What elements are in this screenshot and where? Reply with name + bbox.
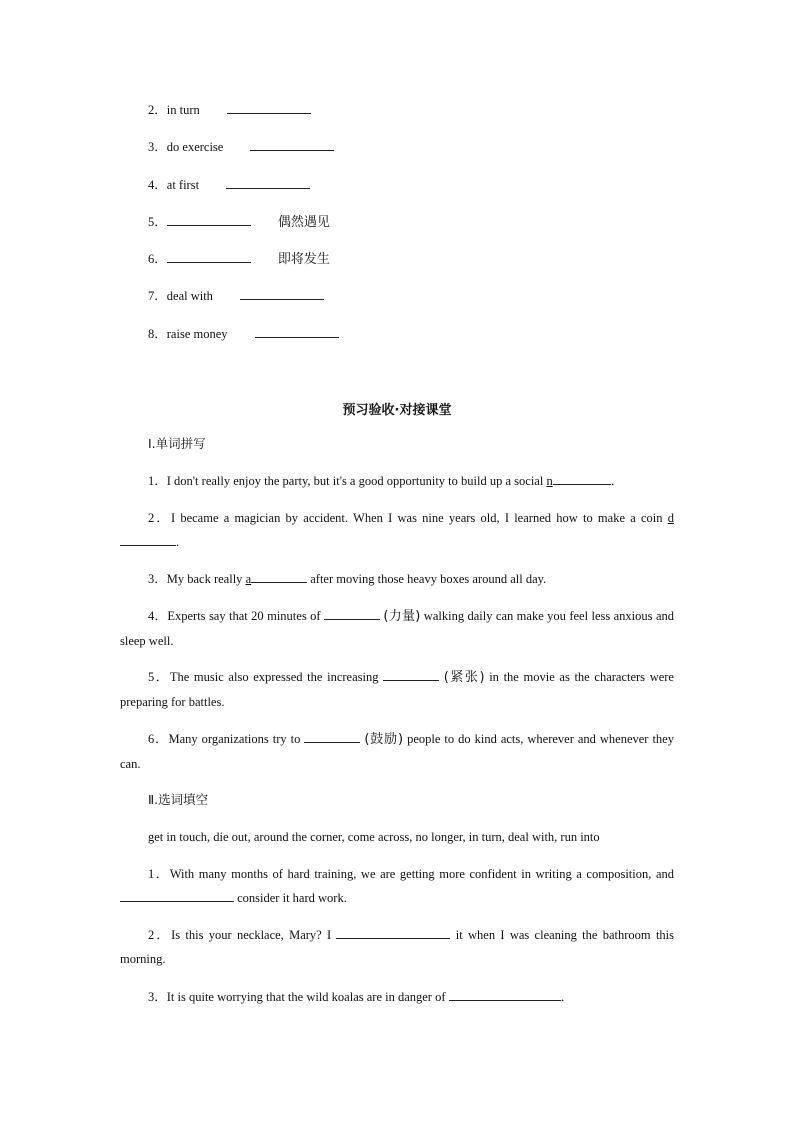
answer-blank[interactable] — [226, 176, 310, 189]
phrase-item: 3．do exercise — [148, 138, 334, 155]
answer-blank[interactable] — [255, 325, 339, 338]
answer-blank[interactable] — [336, 926, 450, 939]
question-item: 4．Experts say that 20 minutes of (力量) walking daily can make you feel less anxious and sleep well. — [120, 609, 674, 648]
answer-blank[interactable] — [324, 607, 380, 620]
phrase-item: 4．at first — [148, 176, 310, 193]
answer-blank[interactable] — [250, 138, 334, 151]
answer-blank[interactable] — [167, 213, 251, 226]
answer-blank[interactable] — [120, 533, 176, 546]
answer-blank[interactable] — [227, 101, 311, 114]
phrase-item: 5． 偶然遇见 — [148, 215, 330, 230]
section-title: 预习验收·对接课堂 — [342, 403, 452, 418]
answer-blank[interactable] — [553, 472, 611, 485]
phrase-item: 8．raise money — [148, 325, 339, 342]
part2-heading: Ⅱ.选词填空 — [148, 792, 209, 807]
question-item: 5．The music also expressed the increasing (紧张) in the movie as the characters were preparing for battles. — [120, 670, 674, 709]
answer-blank[interactable] — [120, 889, 234, 902]
question-item: 2．Is this your necklace, Mary? I it when I was cleaning the bathroom this morning. — [120, 928, 674, 966]
question-item: 6．Many organizations try to (鼓励) people to do kind acts, wherever and whenever they can. — [120, 732, 674, 771]
answer-blank[interactable] — [383, 668, 439, 681]
answer-blank[interactable] — [449, 988, 561, 1001]
part1-heading: Ⅰ.单词拼写 — [148, 436, 206, 451]
question-item: 3．It is quite worrying that the wild koalas are in danger of ． — [148, 990, 574, 1004]
answer-blank[interactable] — [240, 287, 324, 300]
word-bank: get in touch, die out, around the corner, come across, no longer, in turn, deal with, run into — [148, 830, 600, 844]
answer-blank[interactable] — [167, 250, 251, 263]
answer-blank[interactable] — [251, 570, 307, 583]
question-item: 2．I became a magician by accident. When I was nine years old, I learned how to make a coin d. — [120, 506, 674, 554]
question-item: 1．I don't really enjoy the party, but it's a good opportunity to build up a social n ． — [148, 474, 624, 488]
question-item: 1．With many months of hard training, we are getting more confident in writing a composition, and consider it hard work. — [120, 862, 674, 910]
phrase-item: 7．deal with — [148, 287, 324, 304]
phrase-item: 2．in turn — [148, 101, 311, 118]
answer-blank[interactable] — [304, 730, 360, 743]
question-item: 3．My back really a after moving those heavy boxes around all day. — [148, 572, 547, 586]
phrase-item: 6． 即将发生 — [148, 252, 330, 267]
